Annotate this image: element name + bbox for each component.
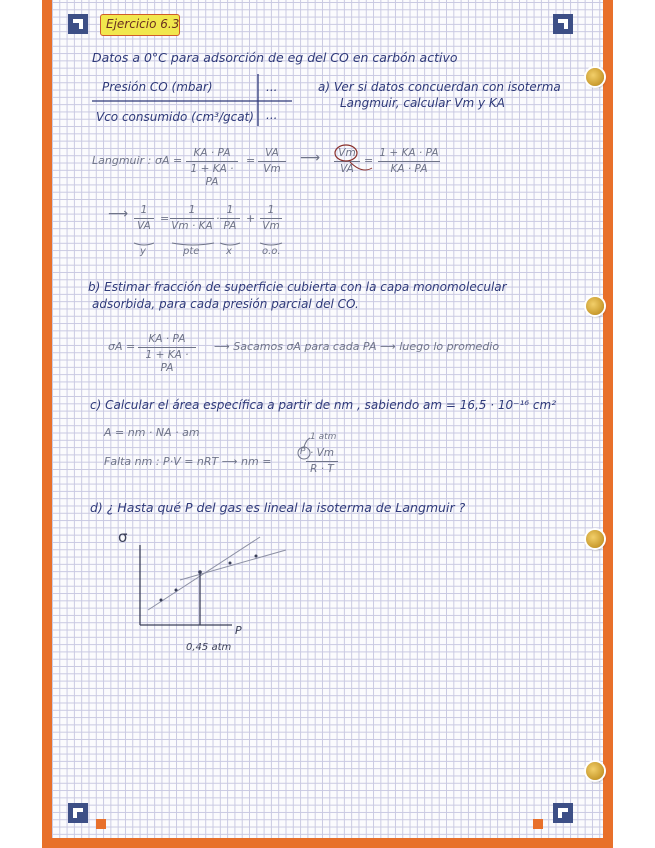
inverse-fraction: 1 + KA · PA KA · PA — [379, 147, 439, 175]
slope-fraction: 1 Vm · KA — [171, 204, 213, 232]
dot-sign: · — [216, 212, 220, 225]
atm-note: 1 atm — [310, 432, 337, 442]
lhs-fraction: 1 VA — [134, 204, 154, 233]
table-ellipsis: ... — [266, 80, 278, 94]
nm-fraction: · Vm R · T — [306, 447, 338, 476]
label-pte: pte — [183, 246, 200, 257]
label-x: x — [226, 246, 232, 257]
equals-sign: = — [364, 154, 374, 167]
intro-text: Datos a 0°C para adsorción de eg del CO en carbón activo — [92, 50, 458, 65]
exercise-title: Ejercicio 6.3 — [106, 17, 180, 31]
part-b-line1: b) Estimar fracción de superficie cubierta con la capa monomolecular — [88, 280, 507, 294]
part-a-line2: Langmuir, calcular Vm y KA — [340, 96, 505, 110]
arrow-icon: ⟶ — [300, 150, 321, 166]
data-point — [229, 562, 232, 565]
part-b-procedure: ⟶ Sacamos σA para cada PA ⟶ luego lo promedio — [214, 340, 500, 353]
table-ellipsis: ... — [266, 108, 278, 122]
table-pressure-label: Presión CO (mbar) — [102, 80, 213, 94]
data-point — [255, 555, 258, 558]
part-c-line1: c) Calcular el área específica a partir de nm , sabiendo am = 16,5 · 10⁻¹⁶ cm² — [90, 398, 557, 412]
langmuir-label: Langmuir : — [92, 154, 152, 167]
part-b-sigma: σA = — [108, 340, 136, 353]
data-point — [198, 570, 202, 574]
data-point — [160, 599, 163, 602]
arrow-icon: ⟶ — [108, 206, 129, 222]
plus-sign: + — [246, 212, 256, 225]
va-vm-fraction: VA Vm — [258, 147, 286, 176]
area-equation: A = nm · NA · am — [104, 426, 200, 439]
intercept-fraction: 1 Vm — [260, 204, 282, 233]
nm-equation: Falta nm : P·V = nRT ⟶ nm = — [104, 455, 272, 468]
part-b-fraction: KA · PA 1 + KA · PA — [138, 333, 196, 375]
label-oo: o.o. — [262, 246, 281, 257]
label-y: y — [140, 246, 146, 257]
x-fraction: 1 PA — [220, 204, 240, 233]
langmuir-fraction: KA · PA 1 + KA · PA — [186, 147, 238, 189]
table-volume-label: Vco consumido (cm³/gcat) — [96, 110, 254, 124]
vm-va-fraction: Vm VA — [334, 147, 360, 176]
equals-sign: = — [160, 212, 170, 225]
part-d-line1: d) ¿ Hasta qué P del gas es lineal la isoterma de Langmuir ? — [90, 500, 466, 515]
pressure-axis-label: P — [235, 624, 242, 637]
limit-pressure-label: 0,45 atm — [186, 642, 232, 653]
equals-sign: = — [246, 154, 256, 167]
part-b-line2: adsorbida, para cada presión parcial del CO. — [92, 297, 359, 311]
pressure-symbol: P — [300, 447, 306, 457]
data-point — [175, 589, 178, 592]
langmuir-sigma: σA = — [155, 154, 183, 167]
sigma-axis-label: σ — [118, 528, 128, 546]
part-a-line1: a) Ver si datos concuerdan con isoterma — [318, 80, 561, 94]
